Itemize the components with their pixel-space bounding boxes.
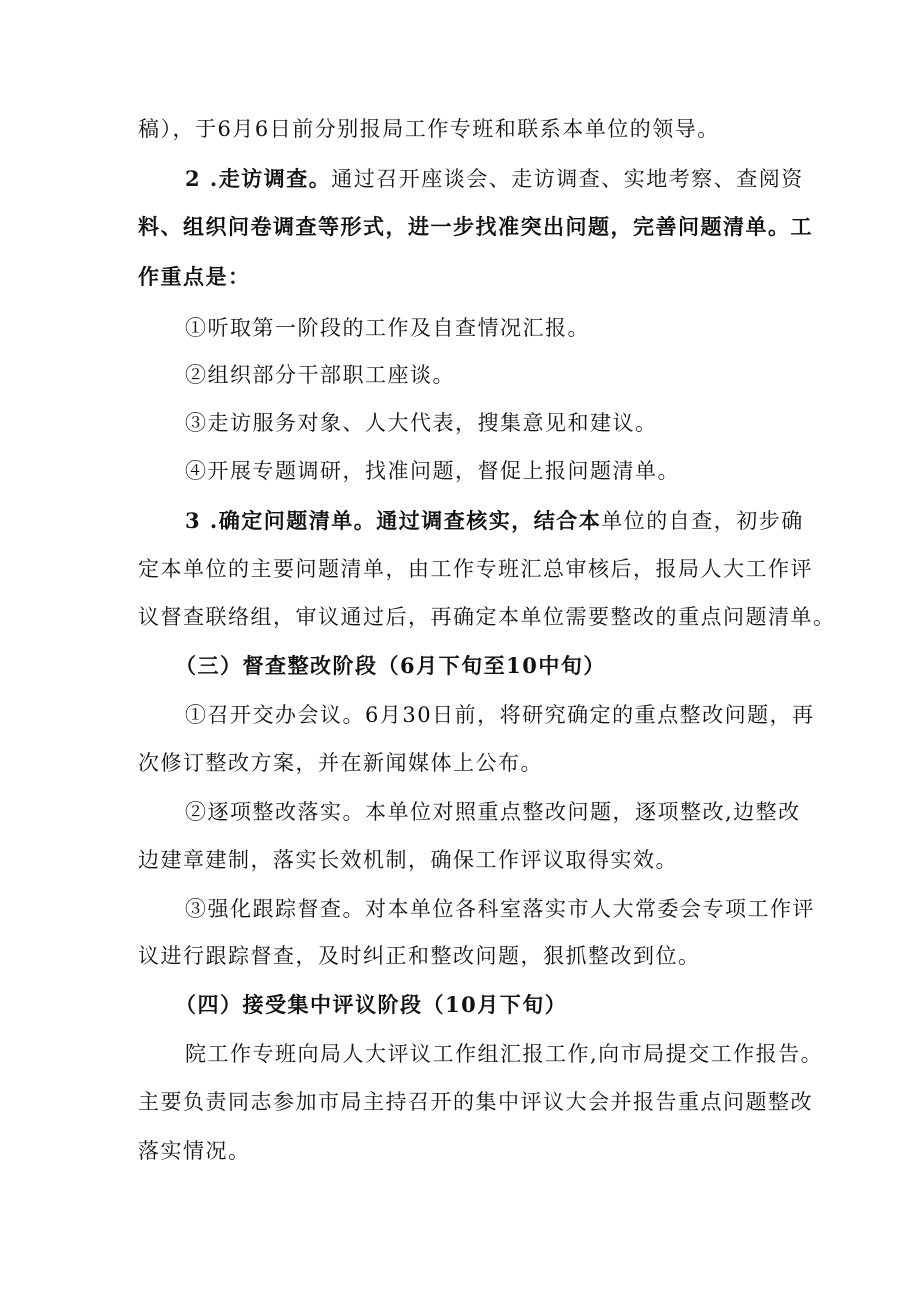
- text-line-17: [185, 894, 815, 924]
- text-line-1: [138, 114, 720, 144]
- list-item: ③强化跟踪督查。对本单位各科室落实市人大常委会专项工作评: [185, 897, 815, 921]
- section-heading-visit: 2 .走访调查。: [185, 166, 332, 191]
- text-line-5: [185, 313, 590, 343]
- text-line-19: [175, 990, 567, 1020]
- text-line-11: [138, 602, 836, 632]
- text-line-6: [185, 360, 455, 390]
- text-line-10: [138, 554, 813, 584]
- section-heading-list: 3 .确定问题清单。通过调查核实，结合本: [185, 508, 602, 533]
- list-item: ②逐项整改落实。本单位对照重点整改问题，逐项整改,边整改: [185, 800, 801, 824]
- text-line-16: [138, 845, 678, 875]
- text-line-15: [185, 797, 801, 827]
- body-text-bold: 料、组织问卷调查等形式，进一步找准突出问题，完善问题清单。工: [138, 214, 813, 239]
- text-line-3: [138, 212, 813, 242]
- text-line-22: [138, 1136, 251, 1166]
- body-text: 稿），于6月6日前分别报局工作专班和联系本单位的领导。: [138, 117, 720, 141]
- list-item: ①听取第一阶段的工作及自查情况汇报。: [185, 316, 590, 340]
- text-line-21: [138, 1087, 813, 1117]
- text-line-14: [138, 748, 543, 778]
- text-line-4: [138, 262, 251, 292]
- text-line-7: [185, 408, 658, 438]
- body-text-bold: 作重点是：: [138, 264, 251, 289]
- body-text: 议督查联络组，审议通过后，再确定本单位需要整改的重点问题清单。: [138, 605, 836, 629]
- list-item: ③走访服务对象、人大代表，搜集意见和建议。: [185, 411, 658, 435]
- body-text: 议进行跟踪督查，及时纠正和整改问题，狠抓整改到位。: [138, 944, 701, 968]
- body-text: 院工作专班向局人大评议工作组汇报工作,向市局提交工作报告。: [185, 1042, 824, 1066]
- text-line-18: [138, 941, 701, 971]
- phase-heading-4: （四）接受集中评议阶段（10月下旬）: [175, 992, 568, 1017]
- text-line-9: [185, 506, 804, 536]
- list-item: ④开展专题调研，找准问题，督促上报问题清单。: [185, 459, 680, 483]
- body-text: 定本单位的主要问题清单，由工作专班汇总审核后，报局人大工作评: [138, 557, 813, 581]
- phase-heading-3: （三）督查整改阶段（6月下旬至10中旬）: [175, 653, 606, 678]
- body-text: 单位的自查，初步确: [601, 509, 804, 533]
- body-text: 边建章建制，落实长效机制，确保工作评议取得实效。: [138, 848, 678, 872]
- body-text: 次修订整改方案，并在新闻媒体上公布。: [138, 751, 543, 775]
- text-line-2: [185, 164, 804, 194]
- text-line-13: [185, 700, 815, 730]
- body-text: 主要负责同志参加市局主持召开的集中评议大会并报告重点问题整改: [138, 1090, 813, 1114]
- list-item: ②组织部分干部职工座谈。: [185, 363, 455, 387]
- body-text: 通过召开座谈会、走访调查、实地考察、查阅资: [331, 167, 804, 191]
- text-line-20: [185, 1039, 823, 1069]
- text-line-12: [175, 651, 606, 681]
- text-line-8: [185, 456, 680, 486]
- list-item: ①召开交办会议。6月30日前，将研究确定的重点整改问题，再: [185, 703, 815, 727]
- body-text: 落实情况。: [138, 1139, 251, 1163]
